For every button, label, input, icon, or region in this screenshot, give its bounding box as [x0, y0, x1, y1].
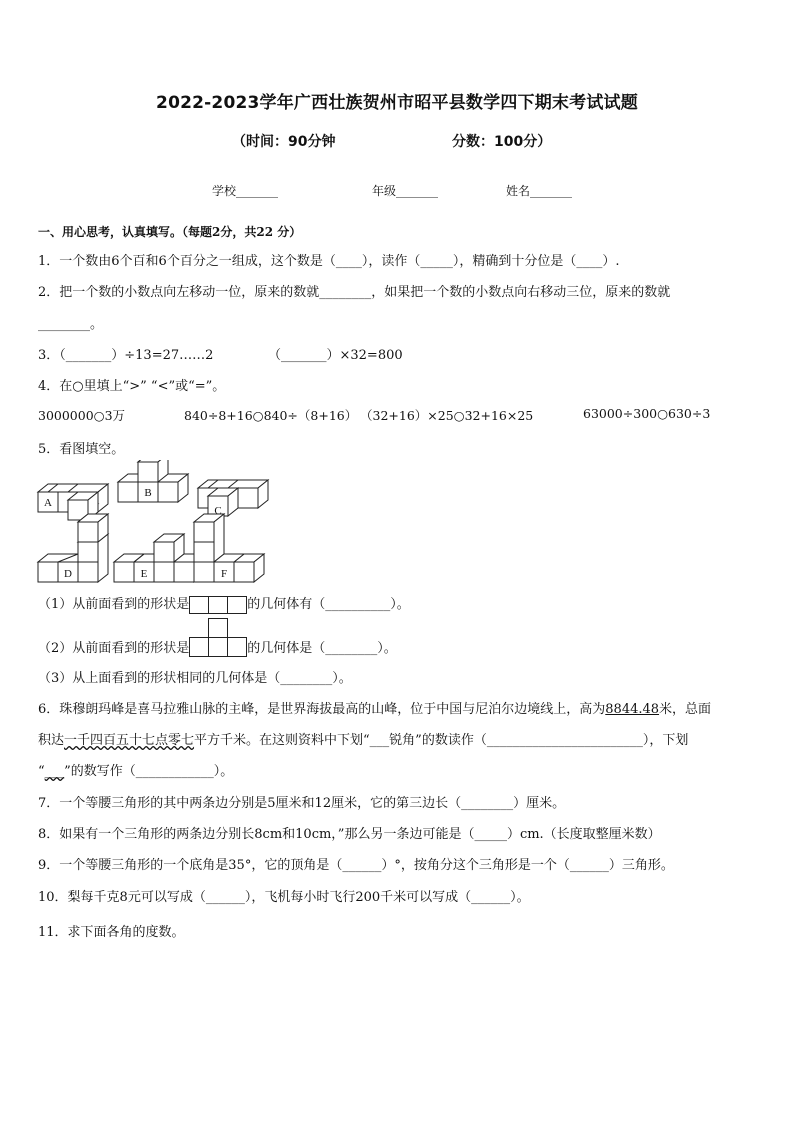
page-title: 2022-2023学年广西壮族贺州市昭平县数学四下期末考试试题: [156, 93, 638, 113]
q6-text: 平方千米。在这则资料中下划“___锐角”的数读作（________________________），下划: [194, 733, 689, 748]
figure-label: A: [44, 497, 52, 509]
q6-wave-mark: ___: [44, 764, 65, 779]
figure-b: [118, 460, 188, 502]
name-field: 姓名_______: [506, 184, 573, 198]
question-4: 4．在○里填上“>” “<”或“=”。: [38, 379, 226, 394]
figure-label: F: [220, 568, 228, 580]
question-8: 8．如果有一个三角形的两条边分别长8cm和10cm，”那么另一条边可能是（_____）cm.（长度取整厘米数）: [38, 827, 661, 842]
question-4-item: 3000000○3万: [38, 408, 126, 423]
figure-d: [38, 514, 108, 582]
question-5-3: （3）从上面看到的形状相同的几何体是（________）。: [38, 671, 352, 686]
cube-figures: [36, 460, 276, 585]
figure-label: E: [140, 568, 148, 580]
figure-f: [194, 514, 264, 582]
figure-label: D: [64, 568, 72, 580]
exam-score: 分数：100分）: [452, 134, 552, 150]
question-6-line3: [38, 760, 233, 779]
figure-c: [198, 480, 268, 516]
section-heading: 一、用心思考，认真填写。（每题2分，共22 分）: [38, 225, 302, 239]
question-6-line1: [38, 698, 711, 717]
question-5-1: [38, 593, 410, 614]
question-3-part1: 3．（_______）÷13=27……2: [38, 348, 214, 363]
question-7: 7．一个等腰三角形的其中两条边分别是5厘米和12厘米，它的第三边长（________）厘米。: [38, 796, 566, 811]
question-11: 11．求下面各角的度数。: [38, 925, 185, 940]
question-5-2-suffix: 的几何体是（________）。: [247, 640, 397, 656]
three-square-row-shape: [189, 596, 247, 614]
question-9: 9．一个等腰三角形的一个底角是35°，它的顶角是（______）°，按角分这个三角形是一个（______）三角形。: [38, 858, 674, 873]
question-5-2-prefix: （2）从前面看到的形状是: [38, 640, 190, 656]
question-3-part2: （_______）×32=800: [268, 348, 403, 363]
figure-label: B: [144, 487, 152, 499]
question-6-line2: [38, 729, 688, 748]
question-4-item: 63000÷300○630÷3: [583, 406, 711, 421]
question-5-2: [38, 618, 397, 658]
question-1: 1．一个数由6个百和6个百分之一组成，这个数是（____），读作（_____），精确到十分位是（____）.: [38, 254, 620, 269]
question-2-line1: 2．把一个数的小数点向左移动一位，原来的数就________，如果把一个数的小数点向右移动三位，原来的数就: [38, 285, 671, 300]
school-field: 学校_______: [212, 184, 279, 198]
question-4-item: （32+16）×25○32+16×25: [360, 408, 534, 423]
q6-height-value: 8844.48: [605, 702, 660, 717]
question-2-line2: ________。: [38, 317, 104, 332]
q6-area-value: 一千四百五十七点零七: [64, 733, 195, 748]
question-10: 10．梨每千克8元可以写成（______），飞机每小时飞行200千米可以写成（______）。: [38, 890, 530, 905]
q6-text: 积达: [38, 733, 65, 748]
q6-text: ”的数写作（____________）。: [64, 764, 234, 779]
figure-e: [114, 534, 204, 582]
question-5-1-suffix: 的几何体有（__________）。: [247, 597, 410, 612]
question-5-1-prefix: （1）从前面看到的形状是: [38, 597, 190, 612]
question-5: 5．看图填空。: [38, 442, 125, 457]
grade-field: 年级_______: [372, 184, 439, 198]
exam-time: （时间：90分钟: [232, 134, 336, 150]
figure-label: C: [214, 505, 222, 517]
q6-text: “: [38, 764, 45, 779]
q6-text: 米，总面: [659, 702, 712, 717]
question-4-item: 840÷8+16○840÷（8+16）: [184, 408, 358, 423]
l-shape-front-view: [189, 618, 247, 658]
q6-text: 6．珠穆朗玛峰是喜马拉雅山脉的主峰，是世界海拔最高的山峰，位于中国与尼泊尔边境线上，高为: [38, 702, 606, 717]
